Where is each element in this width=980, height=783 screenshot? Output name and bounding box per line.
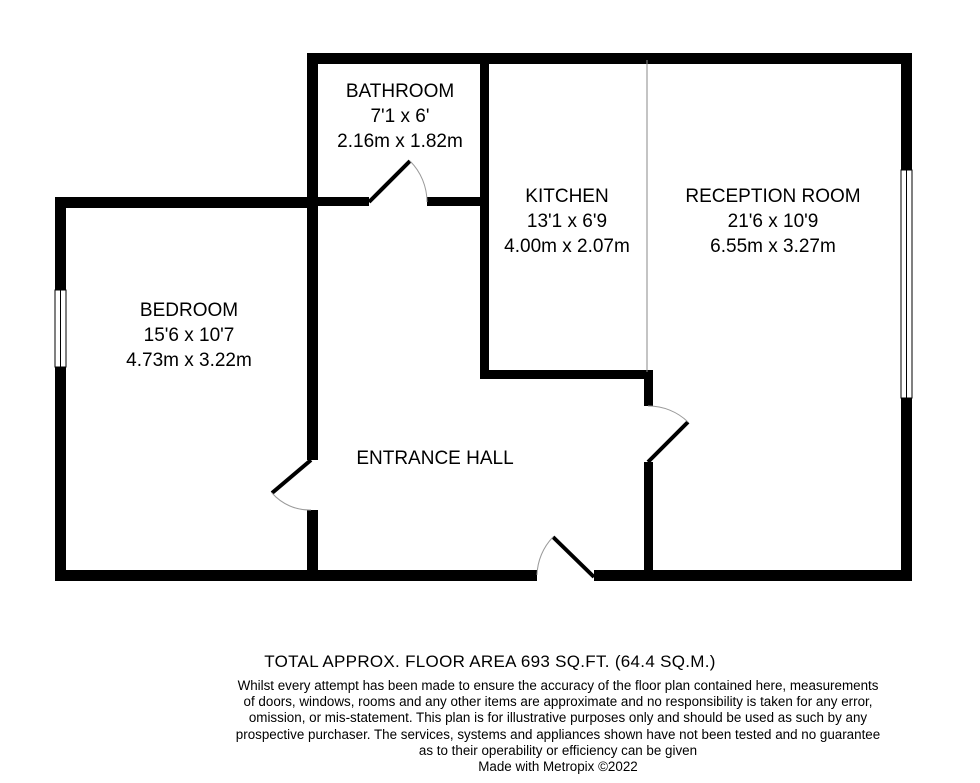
wall-kitchen-left: [480, 53, 489, 379]
wall-bottom-left: [55, 570, 537, 581]
kitchen-imperial: 13'1 x 6'9: [526, 211, 608, 232]
reception-door-leaf: [648, 422, 688, 462]
wall-left: [55, 197, 66, 581]
total-floor-area: TOTAL APPROX. FLOOR AREA 693 SQ.FT. (64.4 SQ.M.): [264, 652, 716, 671]
kitchen-label: [504, 186, 630, 257]
wall-bathroom-bottom-left: [307, 197, 369, 206]
disclaimer-line: Whilst every attempt has been made to ensure the accuracy of the floor plan contained here, measurements: [237, 678, 879, 693]
reception-door-swing: [648, 406, 688, 422]
wall-bathroom-bottom-right: [427, 197, 488, 206]
entrance-door-swing: [537, 537, 553, 575]
disclaimer-line: as to their operability or efficiency can be given: [418, 742, 698, 758]
reception-imperial: 21'6 x 10'9: [727, 211, 819, 232]
wall-reception-hall-upper: [644, 370, 653, 406]
bedroom-metric: 4.73m x 3.22m: [126, 350, 252, 371]
disclaimer-line: of doors, windows, rooms and any other items are approximate and no responsibility is taken for any error,: [243, 694, 873, 710]
bedroom-imperial: 15'6 x 10'7: [143, 325, 235, 346]
reception-metric: 6.55m x 3.27m: [710, 236, 836, 257]
bathroom-name: BATHROOM: [345, 81, 455, 102]
bedroom-door-leaf: [272, 460, 311, 493]
bedroom-door-swing: [272, 493, 311, 510]
bathroom-metric: 2.16m x 1.82m: [337, 131, 463, 152]
disclaimer-line: prospective purchaser. The services, systems and appliances shown have not been tested and no guarantee: [235, 726, 881, 742]
bedroom-name: BEDROOM: [139, 300, 239, 321]
wall-bottom-right: [594, 570, 912, 581]
wall-top: [307, 53, 912, 64]
wall-bedroom-hall-upper: [307, 197, 318, 460]
bedroom-label: [126, 300, 252, 371]
wall-bedroom-top: [55, 197, 315, 208]
entrance-hall-name: ENTRANCE HALL: [356, 448, 514, 469]
entrance-door-leaf: [553, 537, 594, 577]
bathroom-imperial: 7'1 x 6': [370, 106, 430, 127]
disclaimer-line: omission, or mis-statement. This plan is for illustrative purposes only and should be used as such by any: [248, 710, 868, 726]
kitchen-name: KITCHEN: [525, 186, 609, 207]
wall-bedroom-hall-lower: [307, 510, 318, 581]
reception-label: [685, 186, 860, 257]
bathroom-label: [337, 81, 463, 152]
wall-reception-hall-lower: [644, 462, 653, 581]
bathroom-door-swing: [410, 161, 427, 202]
wall-bathroom-left: [307, 53, 318, 208]
metropix-credit: Made with Metropix ©2022: [478, 759, 638, 775]
wall-kitchen-bottom: [480, 370, 653, 379]
reception-name: RECEPTION ROOM: [685, 186, 861, 207]
disclaimer: [200, 678, 916, 775]
bathroom-door-leaf: [369, 161, 410, 202]
kitchen-metric: 4.00m x 2.07m: [504, 236, 630, 257]
